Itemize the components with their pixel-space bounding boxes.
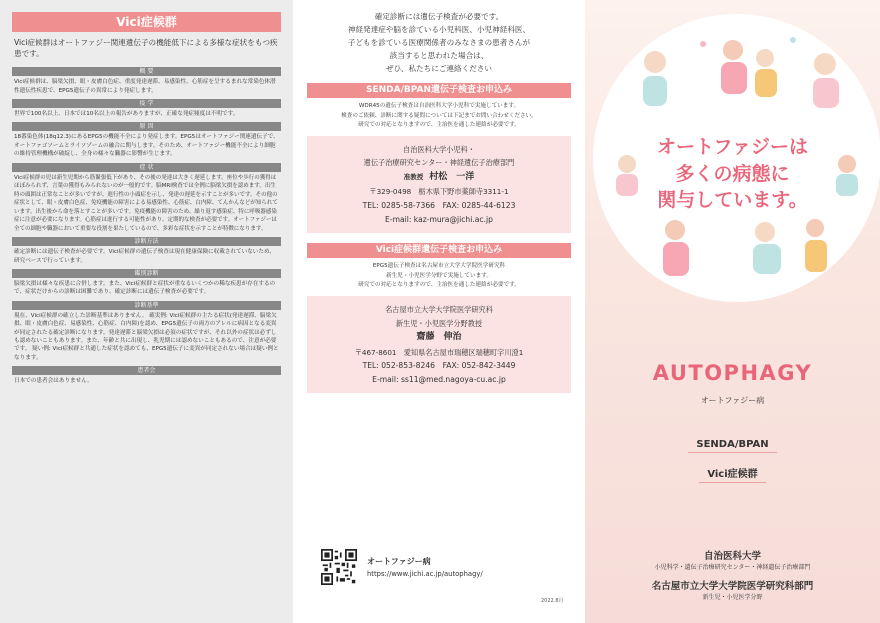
hero-line: 関与しています。 xyxy=(657,189,808,212)
tag-label: SENDA/BPAN xyxy=(688,439,776,453)
section-head-diagnosis: 診断方法 xyxy=(12,237,281,246)
brand-subtitle: オートファジー病 xyxy=(700,396,765,405)
vici-test-title: Vici症候群遺伝子検査お申込み xyxy=(307,243,571,258)
section-head-criteria: 診断基準 xyxy=(12,301,281,310)
illustration-icon xyxy=(615,24,865,124)
contact-panel xyxy=(293,0,585,623)
section-head-symptoms: 症 状 xyxy=(12,163,281,172)
section-head-cause: 原 因 xyxy=(12,122,281,131)
contact-phone: TEL: 0285-58-7366 FAX: 0285-44-6123 xyxy=(362,201,516,211)
contact-role: 准教授 xyxy=(403,173,424,182)
contact-organization: 自治医科大学小児科・ xyxy=(403,144,475,154)
institution-nagoya xyxy=(585,578,880,601)
intro-line: 該当すると思われた場合は、 xyxy=(389,51,489,61)
section-head-differential: 鑑別診断 xyxy=(12,269,281,278)
contact-address: 〒467-8601 愛知県名古屋市瑞穂区瑞穂町字川澄1 xyxy=(354,347,524,357)
panel-title: Vici症候群 xyxy=(12,12,281,32)
section-head-patient-group: 患者会 xyxy=(12,366,281,375)
institution-name: 自治医科大学 xyxy=(703,551,761,562)
contact-email[interactable]: E-mail: kaz-mura@jichi.ac.jp xyxy=(385,214,493,224)
contact-department: 遺伝子治療研究センター・神経遺伝子治療部門 xyxy=(363,158,515,168)
senda-test-description xyxy=(307,98,571,136)
section-body-overview: Vici症候群は、脳梁欠損、眼・皮膚白色症、重度発達遅滞、易感染性、心筋症を呈するまれな常染色体潜性遺伝性疾患で、EPG5遺伝子の異常により発症します。 xyxy=(14,79,276,94)
website-name: オートファジー病 xyxy=(367,557,431,566)
section-body-criteria: 現在、Vici症候群の確立した診断基準はありません。 確実例: Vici症候群の主たる症状(発達遅滞、脳梁欠損、眼・皮膚白色症、易感染性、心筋症、白内障)を認め、EPG5遺伝子の両方のアレルに病因となる変異が同定されたる確定診断になります。発達遅滞と脳梁欠損は必須の症状ですが、それ以外の症状は必ずしも認めないこともあります。また、年齢と共に出現し、乳児期には認めないこともあるので、注意が必要です。 疑い例: Vici症候群と共通した症状を認めても、EPG5遺伝子に変異が同定されない場合は疑い例となります。 xyxy=(14,312,279,361)
intro-line: 神経発達症や脳を診ている小児科医、小児神経科医、 xyxy=(347,25,531,35)
hero-headline xyxy=(585,134,880,214)
tag-vici xyxy=(585,462,880,483)
publication-date: 2022.8月 xyxy=(541,598,564,604)
cover-panel xyxy=(585,0,880,623)
institution-department: 新生児・小児医学分野 xyxy=(702,594,763,601)
intro-line: 確定診断には遺伝子検査が必要です。 xyxy=(374,12,504,21)
contact-name: 齋藤 伸治 xyxy=(416,332,462,343)
vici-info-panel xyxy=(0,0,293,623)
section-body-epidemiology: 世界で100名以上、日本では10名以上の報告がありますが、正確な発症頻度は不明です。 xyxy=(14,111,239,118)
brand-title: AUTOPHAGY xyxy=(652,361,813,385)
description-line: 検査のご依頼、診断に関する疑問については下記までお問い合わせください。 xyxy=(341,112,537,119)
tag-senda xyxy=(585,432,880,453)
senda-contact-card xyxy=(307,136,571,234)
description-line: WDR45の遺伝子検査は自治医科大学小児科で実施しています。 xyxy=(358,103,520,110)
institution-name: 名古屋市立大学大学院医学研究科部門 xyxy=(651,581,814,592)
contact-phone: TEL: 052-853-8246 FAX: 052-842-3449 xyxy=(362,361,516,371)
qr-code-icon[interactable] xyxy=(321,549,357,585)
vici-test-description xyxy=(307,258,571,296)
institution-department: 小児科学・遺伝子治療研究センター・神経遺伝子治療部門 xyxy=(654,564,811,571)
section-body-symptoms: Vici症候群の児は新生児期から筋緊張低下があり、その後の発達は大きく遅延します。座位や歩行の獲得はほぼみられず、言葉の獲得もみられないのが一般的です。脳MRI検査では全例に脳梁欠損を認めます。出生時の頭囲は正常なことが多いですが、進行性の小頭症を示し、発達の遅延を示すことが多いです。その他の症状として、眼・皮膚白色症、免疫機能の障害による易感染性、心筋症、白内障、てんかんなどが知られています。出生後から命を落とすことが多いです。免疫機能の障害のため、繰り返す感染症、特に呼吸器感染症に注意が必要になります。心筋症は進行する可能性があり、定期的な検査が必要です。オートファジーは全ての細胞や臓器において重要な役割を果たしているので、多彩な症状を示すことが特徴になります。 xyxy=(14,174,278,232)
lead-text: Vici症候群はオートファジー関連遺伝子の機能低下による多様な症状をもつ疾患です。 xyxy=(14,38,278,58)
section-body-cause: 18番染色体(18q12.3)にあるEPG5の機能不全により発症します。EPG5はオートファジー関連遺伝子で、オートファゴソームとライソゾームの融合に関与します。そのため、オートファジー機能不全により細胞の維持管理機構が破綻し、全身の様々な臓器に影響が生じます。 xyxy=(14,134,279,158)
section-head-overview: 概 要 xyxy=(12,67,281,76)
description-line: 新生児・小児医学分野で実施しています。 xyxy=(386,272,492,279)
section-body-diagnosis: 確定診断には遺伝子検査が必要です。Vici症候群の遺伝子検査は現在健康保険に収載されていないため、研究ベースで行っています。 xyxy=(14,249,275,264)
contact-name: 村松 一洋 xyxy=(429,172,475,183)
website-url[interactable]: https://www.jichi.ac.jp/autophagy/ xyxy=(367,570,483,578)
hero-line: オートファジーは xyxy=(656,136,809,158)
section-head-epidemiology: 疫 学 xyxy=(12,99,281,108)
hero-line: 多くの病態に xyxy=(675,162,790,185)
section-body-patient-group: 日本での患者会はありません。 xyxy=(14,378,93,385)
contact-address: 〒329-0498 栃木県下野市薬師寺3311-1 xyxy=(369,187,509,197)
contact-email[interactable]: E-mail: ss11@med.nagoya-cu.ac.jp xyxy=(372,374,506,384)
tag-label: Vici症候群 xyxy=(699,465,765,483)
intro-line: 子どもを診ている医療関係者のみなさまの患者さんが xyxy=(347,38,531,48)
qr-section xyxy=(321,549,483,585)
institution-jichi xyxy=(585,548,880,571)
intro-line: ぜひ、私たちにご連絡ください xyxy=(385,64,492,74)
contact-person xyxy=(313,170,565,185)
description-line: 研究での対応となりますので、主治医を通した連絡が必要です。 xyxy=(358,122,520,129)
description-line: 研究での対応となりますので、主治医を通した連絡が必要です。 xyxy=(358,282,520,289)
illustration-icon xyxy=(615,200,865,300)
vici-contact-card xyxy=(307,296,571,394)
description-line: EPG5遺伝子検査は名古屋市立大学大学院医学研究科 xyxy=(372,263,506,270)
senda-test-title: SENDA/BPAN遺伝子検査お申込み xyxy=(307,83,571,98)
contact-organization: 名古屋市立大学大学院医学研究科 xyxy=(385,304,493,314)
section-body-differential: 脳梁欠損は様々な疾患に合併します。また、Vici症候群と症状が重なるいくつかの稀な疾患が存在するので、症状だけからの診断は困難であり、確定診断には遺伝子検査が必要です。 xyxy=(14,280,276,296)
intro-text xyxy=(307,10,571,75)
contact-department: 新生児・小児医学分野教授 xyxy=(395,318,483,328)
